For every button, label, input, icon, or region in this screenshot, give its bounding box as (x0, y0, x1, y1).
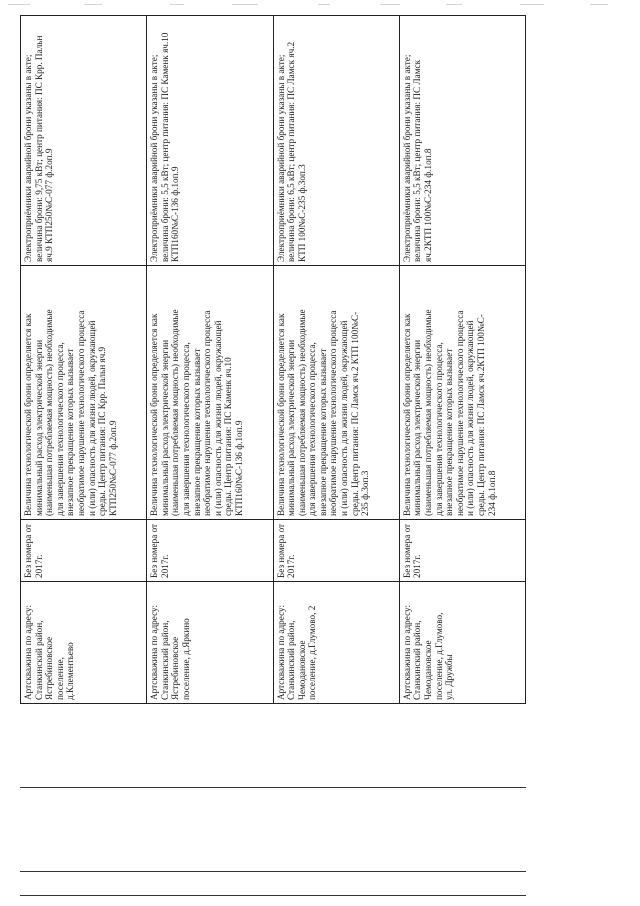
footer-rule-1 (20, 895, 526, 896)
description-text: Величина технологической брони определяется как минимальный расход электрической энергии (наименьшая потребляемая мощность) необходимые для завершения технологического процесса, внезапное прекращение которых вызывает необратимое нарушение технологического процесса и (или) опасность для жизни людей, окружающей среды. Центр питания: ПС Ламск яч.2 КТП 100№С- 235 ф.3оп.3 (275, 309, 371, 516)
emergency-cell (21, 16, 147, 266)
number-text: Без номера от 2017г. (275, 523, 297, 578)
address-cell (273, 582, 399, 704)
description-cell (21, 266, 147, 520)
table-row (273, 16, 399, 704)
description-cell (399, 266, 525, 520)
emergency-text: Электроприёмники аварийной брони указаны в акте; величина брони: 5,5 кВт; центр питания: ПС Ламск яч.2КТП 100№С-234 ф.1оп.8 (401, 54, 433, 262)
table-row (21, 16, 147, 704)
footer-rule-3 (20, 787, 526, 788)
number-text: Без номера от 2017г. (23, 523, 44, 578)
number-text: Без номера от 2017г. (149, 523, 170, 578)
emergency-cell (273, 16, 399, 266)
address-text: Артскважина по адресу: Станкинский район, Чемодановское поселение, д.Глумово, 2 (275, 604, 318, 700)
emergency-text: Электроприёмники аварийной брони указаны в акте; величина брони: 5,5 кВт; центр питания: ПС Каменк яч.10 КТП160№С-136 ф.1оп.9 (149, 32, 181, 262)
description-cell (273, 266, 399, 520)
address-text: Артскважина по адресу: Станкинский район, Чемодановское поселение, д.Глумово, ул. Дружбы (401, 604, 455, 700)
number-cell (21, 520, 147, 582)
address-cell (21, 582, 147, 704)
emergency-cell (399, 16, 525, 266)
description-text: Величина технологической брони определяется как минимальный расход электрической энергии (наименьшая потребляемая мощность) необходимые для завершения технологического процесса, внезапное прекращение которых вызывает необратимое нарушение технологического процесса и (или) опасность для жизни людей, окружающей среды. Центр питания: ПС Каменк яч.10 КТП160№С-136 ф.1оп.9 (149, 309, 244, 516)
description-text: Величина технологической брони определяется как минимальный расход электрической энергии (наименьшая потребляемая мощность) необходимые для завершения технологического процесса, внезапное прекращение которых вызывает необратимое нарушение технологического процесса и (или) опасность для жизни людей, окружающей среды. Центр питания: ПС Ламск яч.2КТП 100№С- 234 ф.1оп.8 (401, 309, 497, 516)
address-text: Артскважина по адресу: Станкинский район, Ястребиновское поселение, д.Клементьево (23, 604, 76, 700)
emergency-cell (147, 16, 273, 266)
reservation-table (20, 15, 526, 704)
table-row (147, 16, 273, 704)
address-text: Артскважина по адресу: Станкинский район, Ястребиновское поселение, д.Яркино (149, 604, 192, 700)
number-cell (399, 520, 525, 582)
emergency-text: Электроприёмники аварийной брони указаны в акте; величина брони: 9,75 кВт; центр питания: ПС Крр. Пальн яч.9 КТП250№С-077 ф.2оп.9 (23, 35, 55, 262)
address-cell (147, 582, 273, 704)
table-row (399, 16, 525, 704)
footer-rule-2 (20, 871, 526, 872)
description-text: Величина технологической брони определяется как минимальный расход электрической энергии (наименьшая потребляемая мощность) необходимые для завершения технологического процесса, внезапное прекращение которых вызывает необратимое нарушение технологического процесса и (или) опасность для жизни людей, окружающей среды. Центр питания: ПС Крр. Пальн яч.9 КТП250№С-077 ф.2оп.9 (23, 309, 118, 516)
description-cell (147, 266, 273, 520)
emergency-text: Электроприёмники аварийной брони указаны в акте; величина брони: 6,5 кВт; центр питания: ПС Ламск яч.2 КТП 100№С-235 ф.3оп.3 (275, 41, 307, 262)
address-cell (399, 582, 525, 704)
number-text: Без номера от 2017г. (401, 523, 423, 578)
number-cell (273, 520, 399, 582)
number-cell (147, 520, 273, 582)
